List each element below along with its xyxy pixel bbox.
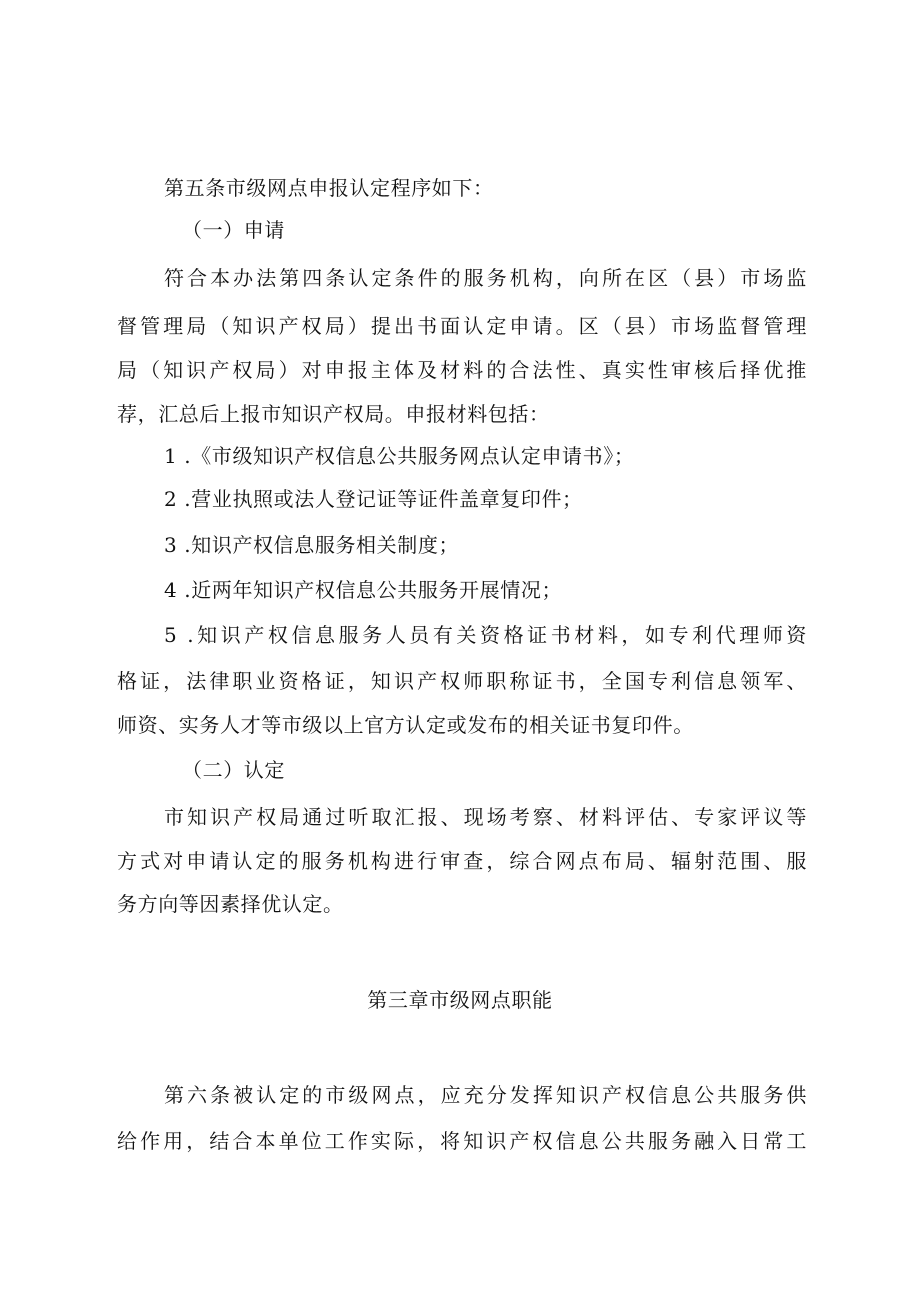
- list-item: 3 .知识产权信息服务相关制度；: [164, 533, 460, 557]
- paragraph-line: 局（知识产权局）对申报主体及材料的合法性、真实性审核后择优推: [117, 358, 807, 382]
- list-item: 1 .《市级知识产权信息公共服务网点认定申请书》；: [164, 444, 635, 468]
- paragraph-line: 给作用，结合本单位工作实际，将知识产权信息公共服务融入日常工: [117, 1129, 807, 1153]
- chapter-title: 第三章市级网点职能: [367, 988, 553, 1012]
- section-heading-determine: （二）认定: [182, 758, 285, 782]
- article5-heading: 第五条市级网点申报认定程序如下：: [164, 176, 494, 200]
- list-item: 5 .知识产权信息服务人员有关资格证书材料，如专利代理师资: [164, 623, 807, 647]
- list-item: 2 .营业执照或法人登记证等证件盖章复印件；: [164, 487, 583, 511]
- paragraph-line: 格证，法律职业资格证，知识产权师职称证书，全国专利信息领军、: [117, 669, 807, 693]
- paragraph-line: 督管理局（知识产权局）提出书面认定申请。区（县）市场监督管理: [117, 314, 807, 338]
- paragraph-line: 方式对申请认定的服务机构进行审查，综合网点布局、辐射范围、服: [117, 849, 807, 873]
- paragraph-line: 第六条被认定的市级网点，应充分发挥知识产权信息公共服务供: [164, 1083, 807, 1107]
- paragraph-line: 荐，汇总后上报市知识产权局。申报材料包括：: [117, 402, 550, 426]
- list-item: 4 .近两年知识产权信息公共服务开展情况；: [164, 578, 563, 602]
- paragraph-line: 符合本办法第四条认定条件的服务机构，向所在区（县）市场监: [164, 266, 807, 290]
- paragraph-line: 师资、实务人才等市级以上官方认定或发布的相关证书复印件。: [117, 713, 694, 737]
- section-heading-apply: （一）申请: [182, 218, 285, 242]
- paragraph-line: 务方向等因素择优认定。: [117, 892, 344, 916]
- paragraph-line: 市知识产权局通过听取汇报、现场考察、材料评估、专家评议等: [164, 805, 807, 829]
